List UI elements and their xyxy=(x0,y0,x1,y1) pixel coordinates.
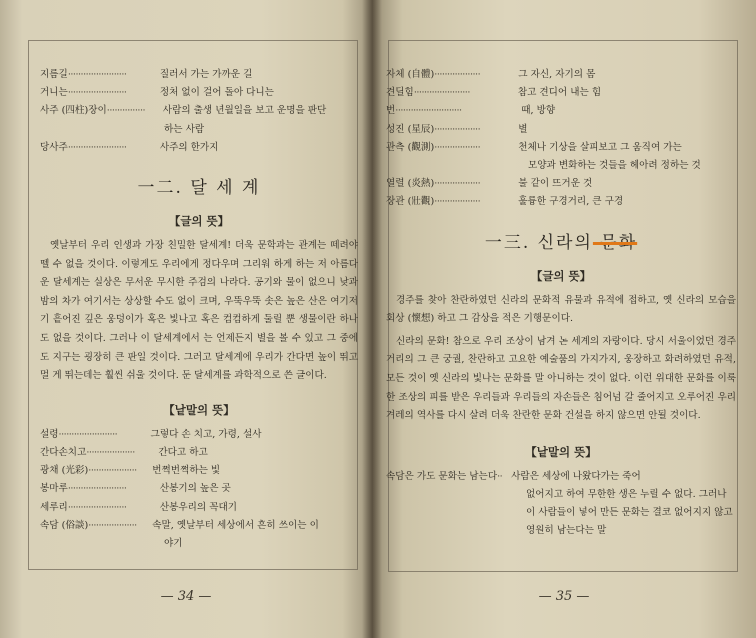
glossary-entry xyxy=(386,66,736,84)
glossary-term: 속담은 가도 문화는 남는다 xyxy=(386,470,498,482)
glossary-term: 성진 (星辰) xyxy=(386,123,435,135)
leader-dots: ······················· xyxy=(67,141,127,153)
glossary-term: 봉마루 xyxy=(40,483,68,495)
leader-dots: ······················· xyxy=(67,87,127,99)
leader-dots: ······················· xyxy=(67,69,127,80)
glossary-entry xyxy=(386,102,736,120)
glossary-term: 거니는 xyxy=(40,87,68,99)
glossary-definition-continued: 야기 xyxy=(164,537,183,549)
leader-dots: ··················· xyxy=(88,465,137,477)
glossary-entry xyxy=(40,444,358,462)
glossary-term: 사주 (四柱)장이 xyxy=(40,105,107,117)
glossary-bottom-right xyxy=(386,468,736,541)
glossary-entry xyxy=(40,426,358,444)
glossary-entry-continued xyxy=(386,157,736,175)
glossary-definition-continued: 없어지고 하여 무한한 생은 누릴 수 없다. 그러나 이 사람들이 넣어 만든 문화는 결코 없어지지 않고 영원히 남는다는 말 xyxy=(526,488,733,537)
glossary-entry xyxy=(40,517,358,535)
glossary-definition: 불 같이 뜨거운 것 xyxy=(518,178,593,190)
glossary-definition: 참고 견디어 내는 힘 xyxy=(517,87,602,99)
leader-dots: ··············· xyxy=(106,105,146,117)
vocab-heading: 【낱말의 뜻】 xyxy=(525,444,597,459)
glossary-term: 관측 (觀測) xyxy=(386,141,435,153)
leader-dots: ······················ xyxy=(413,87,470,99)
glossary-top-left xyxy=(40,66,358,157)
glossary-term: 속담 (俗談) xyxy=(40,519,89,531)
glossary-term: 세루리 xyxy=(40,501,68,513)
glossary-entry-continued xyxy=(40,535,358,553)
meaning-heading: 【글의 뜻】 xyxy=(168,214,230,229)
glossary-entry xyxy=(386,468,736,486)
glossary-term: 번 xyxy=(386,105,396,117)
glossary-entry xyxy=(40,499,358,517)
glossary-entry xyxy=(40,139,358,157)
glossary-definition-continued: 모양과 변화하는 것들을 헤아려 정하는 것 xyxy=(528,160,701,172)
glossary-definition: 질러서 가는 가까운 길 xyxy=(159,69,253,80)
right-page-content xyxy=(386,66,736,541)
glossary-term: 설령 xyxy=(40,428,59,440)
glossary-definition: 사주의 한가지 xyxy=(159,141,219,153)
glossary-entry xyxy=(40,84,358,102)
glossary-term: 자체 (自體) xyxy=(386,69,435,80)
leader-dots: ·························· xyxy=(395,105,462,117)
meaning-paragraph: 옛날부터 우리 인생과 가장 친밀한 달세계! 더욱 문학과는 관계는 떼려야 뗄 수 없을 것이다. 이렇게도 우리에게 정다우며 그리워 하게 하는 저 아름다운 달세계는 실상은 무서운 무시한 주검의 나라다. 공기와 물이 없으니 낮과 밤의 차가 여기서는 상상할 수도 없이 크며, 우뚝우뚝 솟은 높은 산은 여기저기 흩어진 깊은 웅덩이가 혹은 빛나고 혹은 컴컴하게 둘릴 뿐 생물이란 하나도 없을 것이다. 그러나 이 달세계에서 는 언제든지 별을 볼 수 있고 그 중에도 지구는 굉장히 큰 판일 것이다. 그러고 달세계에 우리가 간다면 높이 뛰고 멀 게 뛰는데는 훨씬 쉬울 것이다. 둔 달세계를 과학적으로 쓴 글이다. xyxy=(40,240,358,382)
section-title xyxy=(386,230,736,256)
glossary-definition: 별 xyxy=(518,123,528,135)
glossary-term: 간다손치고 xyxy=(40,446,87,458)
section-title-struck-text: 문화 xyxy=(592,232,638,253)
meaning-paragraph-2: 신라의 문화! 참으로 우리 조상이 남겨 논 세계의 자랑이다. 당시 서울이었던 경주 거리의 그 큰 궁궐, 찬란하고 고요한 예술품의 가지가지, 웅장하고 화려하였던 유적, 모든 것이 옛 신라의 빛나는 문화를 말 아니하는 것이 없다. 이런 위대한 문화를 이룩한 조상의 피를 받은 우리들과 우리들의 자손들은 침어넘 갈 줄어지고 오루어진 우리 겨레의 역사를 다시 살려 더욱 찬란한 문화 건설을 하지 않으면 안될 것이다. xyxy=(386,335,736,422)
glossary-term: 당사주 xyxy=(40,141,68,153)
glossary-term: 지름길 xyxy=(40,69,68,80)
glossary-definition: 때, 방향 xyxy=(521,105,556,117)
meaning-paragraph-1: 경주를 찾아 찬란하였던 신라의 문화적 유물과 유적에 접하고, 옛 신라의 모습을 회상 (懷想) 하고 그 감상을 적은 기행문이다. xyxy=(386,294,736,325)
glossary-definition: 산봉기의 높은 곳 xyxy=(159,483,231,495)
leader-dots: ·················· xyxy=(434,69,481,80)
glossary-entry-continued xyxy=(40,121,358,139)
leader-dots: ······················· xyxy=(67,501,127,513)
glossary-entry xyxy=(386,193,736,211)
right-page xyxy=(372,0,756,638)
glossary-entry xyxy=(40,102,358,120)
glossary-entry-continued xyxy=(386,486,736,541)
book-gutter xyxy=(362,0,382,638)
vocab-heading: 【낱말의 뜻】 xyxy=(163,402,235,417)
glossary-definition-continued: 하는 사람 xyxy=(164,123,205,135)
glossary-definition: 사람은 세상에 나왔다가는 죽어 xyxy=(511,470,641,482)
page-number-left: — 34 — xyxy=(160,589,212,604)
leader-dots: ······················· xyxy=(67,483,127,495)
glossary-term: 견딜힘 xyxy=(386,87,414,99)
leader-dots: ·················· xyxy=(434,141,481,153)
glossary-definition: 간다고 하고 xyxy=(158,446,208,458)
leader-dots: ··················· xyxy=(88,519,137,531)
glossary-top-right xyxy=(386,66,736,212)
meaning-heading: 【글의 뜻】 xyxy=(530,268,592,283)
leader-dots: ·················· xyxy=(434,178,481,190)
glossary-definition: 속말, 옛날부터 세상에서 흔히 쓰이는 이 xyxy=(152,519,319,531)
glossary-term: 광채 (光彩) xyxy=(40,465,89,477)
glossary-definition: 천체나 기상을 살피보고 그 움직여 가는 xyxy=(518,141,682,153)
glossary-entry xyxy=(40,66,358,84)
glossary-entry xyxy=(386,139,736,157)
glossary-entry xyxy=(40,462,358,480)
leader-dots: ······················· xyxy=(58,428,118,440)
left-page xyxy=(0,0,372,638)
leader-dots: ·················· xyxy=(434,123,481,135)
glossary-entry xyxy=(386,175,736,193)
glossary-definition: 산봉우리의 꼭대기 xyxy=(159,501,238,513)
glossary-entry xyxy=(386,121,736,139)
glossary-definition: 훌륭한 구경거리, 큰 구경 xyxy=(518,196,624,208)
glossary-term: 장관 (壯觀) xyxy=(386,196,435,208)
glossary-bottom-left xyxy=(40,426,358,553)
section-title-text: 一三. 신라의 xyxy=(484,232,593,253)
leader-dots: ·················· xyxy=(434,196,481,208)
glossary-entry xyxy=(40,480,358,498)
glossary-entry xyxy=(386,84,736,102)
glossary-definition: 사람의 출생 년월일을 보고 운명을 판단 xyxy=(162,105,327,117)
glossary-definition: 정처 없이 걸어 돌아 다니는 xyxy=(159,87,274,99)
leader-dots: ·· xyxy=(497,470,503,482)
section-title: 一二. 달 세 계 xyxy=(137,178,261,199)
glossary-definition: 번쩍번쩍하는 빛 xyxy=(152,465,221,477)
glossary-definition: 그렇다 손 치고, 가령, 설사 xyxy=(150,428,262,440)
glossary-term: 열렬 (炎熱) xyxy=(386,178,435,190)
leader-dots: ··················· xyxy=(86,446,135,458)
left-page-content xyxy=(40,66,358,553)
page-number-right: — 35 — xyxy=(538,589,590,604)
glossary-definition: 그 자신, 자기의 몸 xyxy=(518,69,596,80)
